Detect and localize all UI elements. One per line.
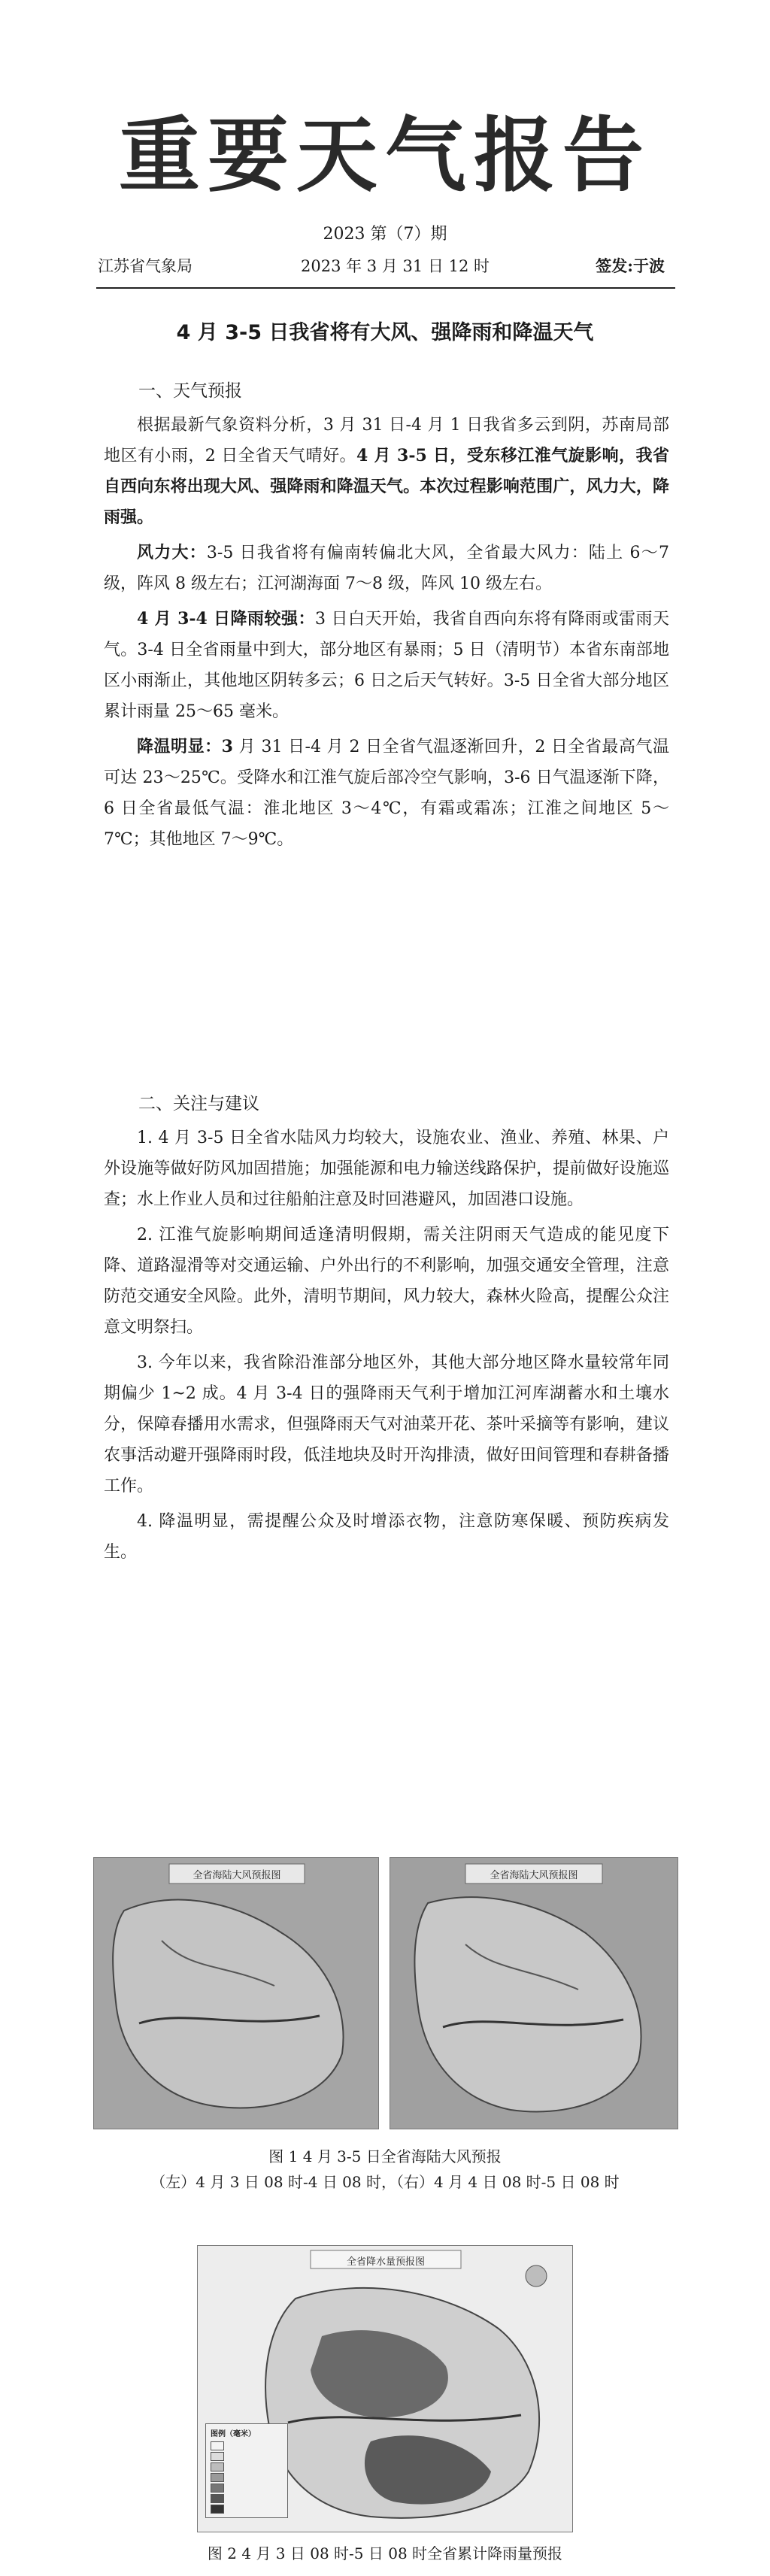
legend-row [211,2441,283,2451]
wind-map-left-graphic [94,1858,378,2129]
wind-lead: 风力大： [137,543,207,562]
legend-swatch [211,2441,224,2450]
legend-swatch [211,2505,224,2514]
legend-row [211,2472,283,2483]
wind-map-left [93,1857,379,2129]
meta-row [98,254,672,277]
advice-section [104,1089,669,1572]
advice-item: 2. 江淮气旋影响期间适逢清明假期，需关注阴雨天气造成的能见度下降、道路湿滑等对交通运输、户外出行的不利影响，加强交通安全管理，注意防范交通安全风险。此外，清明节期间，风力较大，森林火险高，提醒公众注意文明祭扫。 [104,1226,669,1337]
forecast-p1-a: 根据最新气象资料分析，3 月 31 日-4 月 1 日我省多云到阴，苏南局部地区有小雨，2 日全省天气晴好。 [104,416,669,465]
legend-row [211,2483,283,2493]
rain-map-title: 全省降水量预报图 [346,2256,425,2268]
figure1-caption: 图 1 4 月 3-5 日全省海陆大风预报 [268,2147,502,2165]
temp-bold: 3 [221,737,233,756]
wind-map-right-title: 全省海陆大风预报图 [490,1870,578,1881]
legend-row [211,2451,283,2462]
forecast-section [104,376,669,859]
legend-swatch [211,2484,224,2493]
issue-number: 2023 第（7）期 [323,225,447,244]
advice-item: 1. 4 月 3-5 日全省水陆风力均较大，设施农业、渔业、养殖、林果、户外设施等做好防风加固措施；加强能源和电力输送线路保护，提前做好设施巡查；水上作业人员和过往船舶注意及时回港避风，加固港口设施。 [104,1129,669,1209]
rain-lead: 4 月 3-4 日降雨较强： [137,609,316,629]
wind-text: 3-5 日我省将有偏南转偏北大风，全省最大风力：陆上 6～7 级，阵风 8 级左右；江河湖海面 7～8 级，阵风 10 级左右。 [104,544,669,593]
advice-heading: 二、关注与建议 [138,1094,259,1114]
temp-text: 月 31 日-4 月 2 日全省气温逐渐回升，2 日全省最高气温可达 23～25℃。受降水和江淮气旋后部冷空气影响，3-6 日气温逐渐下降，6 日全省最低气温：淮北地区 3～4℃，有霜或霜冻；江淮之间地区 5～7℃；其他地区 7～9℃。 [104,738,669,849]
header-divider [96,287,675,289]
legend-row [211,2493,283,2504]
legend-swatch [211,2452,224,2461]
rain-legend-title: 图例（毫米） [211,2430,256,2438]
figure1-subcaption: （左）4 月 3 日 08 时-4 日 08 时，（右）4 月 4 日 08 时-5 日 08 时 [150,2173,620,2191]
issue-datetime: 2023 年 3 月 31 日 12 时 [301,257,490,275]
legend-swatch [211,2473,224,2482]
rain-legend [205,2423,288,2518]
agency-name: 江苏省气象局 [98,257,192,275]
signer: 签发:于波 [596,256,665,275]
headline: 4 月 3-5 日我省将有大风、强降雨和降温天气 [176,321,594,344]
rain-text: 3 日白天开始，我省自西向东将有降雨或雷雨天气。3-4 日全省雨量中到大，部分地区有暴雨；5 日（清明节）本省东南部地区小雨渐止，其他地区阴转多云；6 日之后天气转好。3-5 日全省大部分地区累计雨量 25～65 毫米。 [104,610,669,721]
figure2-caption: 图 2 4 月 3 日 08 时-5 日 08 时全省累计降雨量预报 [207,2544,563,2562]
forecast-paragraph-1 [104,410,669,533]
forecast-rain [104,604,669,727]
advice-item: 3. 今年以来，我省除沿淮部分地区外，其他大部分地区降水量较常年同期偏少 1~2 成。4 月 3-4 日的强降雨天气利于增加江河库湖蓄水和土壤水分，保障春播用水需求，但强降雨天气对油菜开花、茶叶采摘等有影响，建议农事活动避开强降雨时段，低洼地块及时开沟排渍，做好田间管理和春耕备播工作。 [104,1353,669,1496]
rain-map [197,2245,573,2532]
temp-lead: 降温明显： [137,737,222,756]
document-title: 重要天气报告 [118,109,651,203]
wind-map-left-title: 全省海陆大风预报图 [192,1870,281,1881]
legend-row [211,2504,283,2514]
forecast-temp [104,732,669,855]
forecast-p1-b: 4 月 3-5 日，受东移江淮气旋影响，我省自西向东将出现大风、强降雨和降温天气。本次过程影响范围广，风力大，降雨强。 [104,446,669,527]
wind-map-right [390,1857,678,2129]
forecast-wind [104,538,669,599]
legend-row [211,2462,283,2472]
wind-map-right-graphic [390,1858,678,2129]
forecast-heading: 一、天气预报 [138,381,242,401]
legend-swatch [211,2462,224,2471]
legend-swatch [211,2494,224,2503]
advice-item: 4. 降温明显，需提醒公众及时增添衣物，注意防寒保暖、预防疾病发生。 [104,1512,669,1562]
